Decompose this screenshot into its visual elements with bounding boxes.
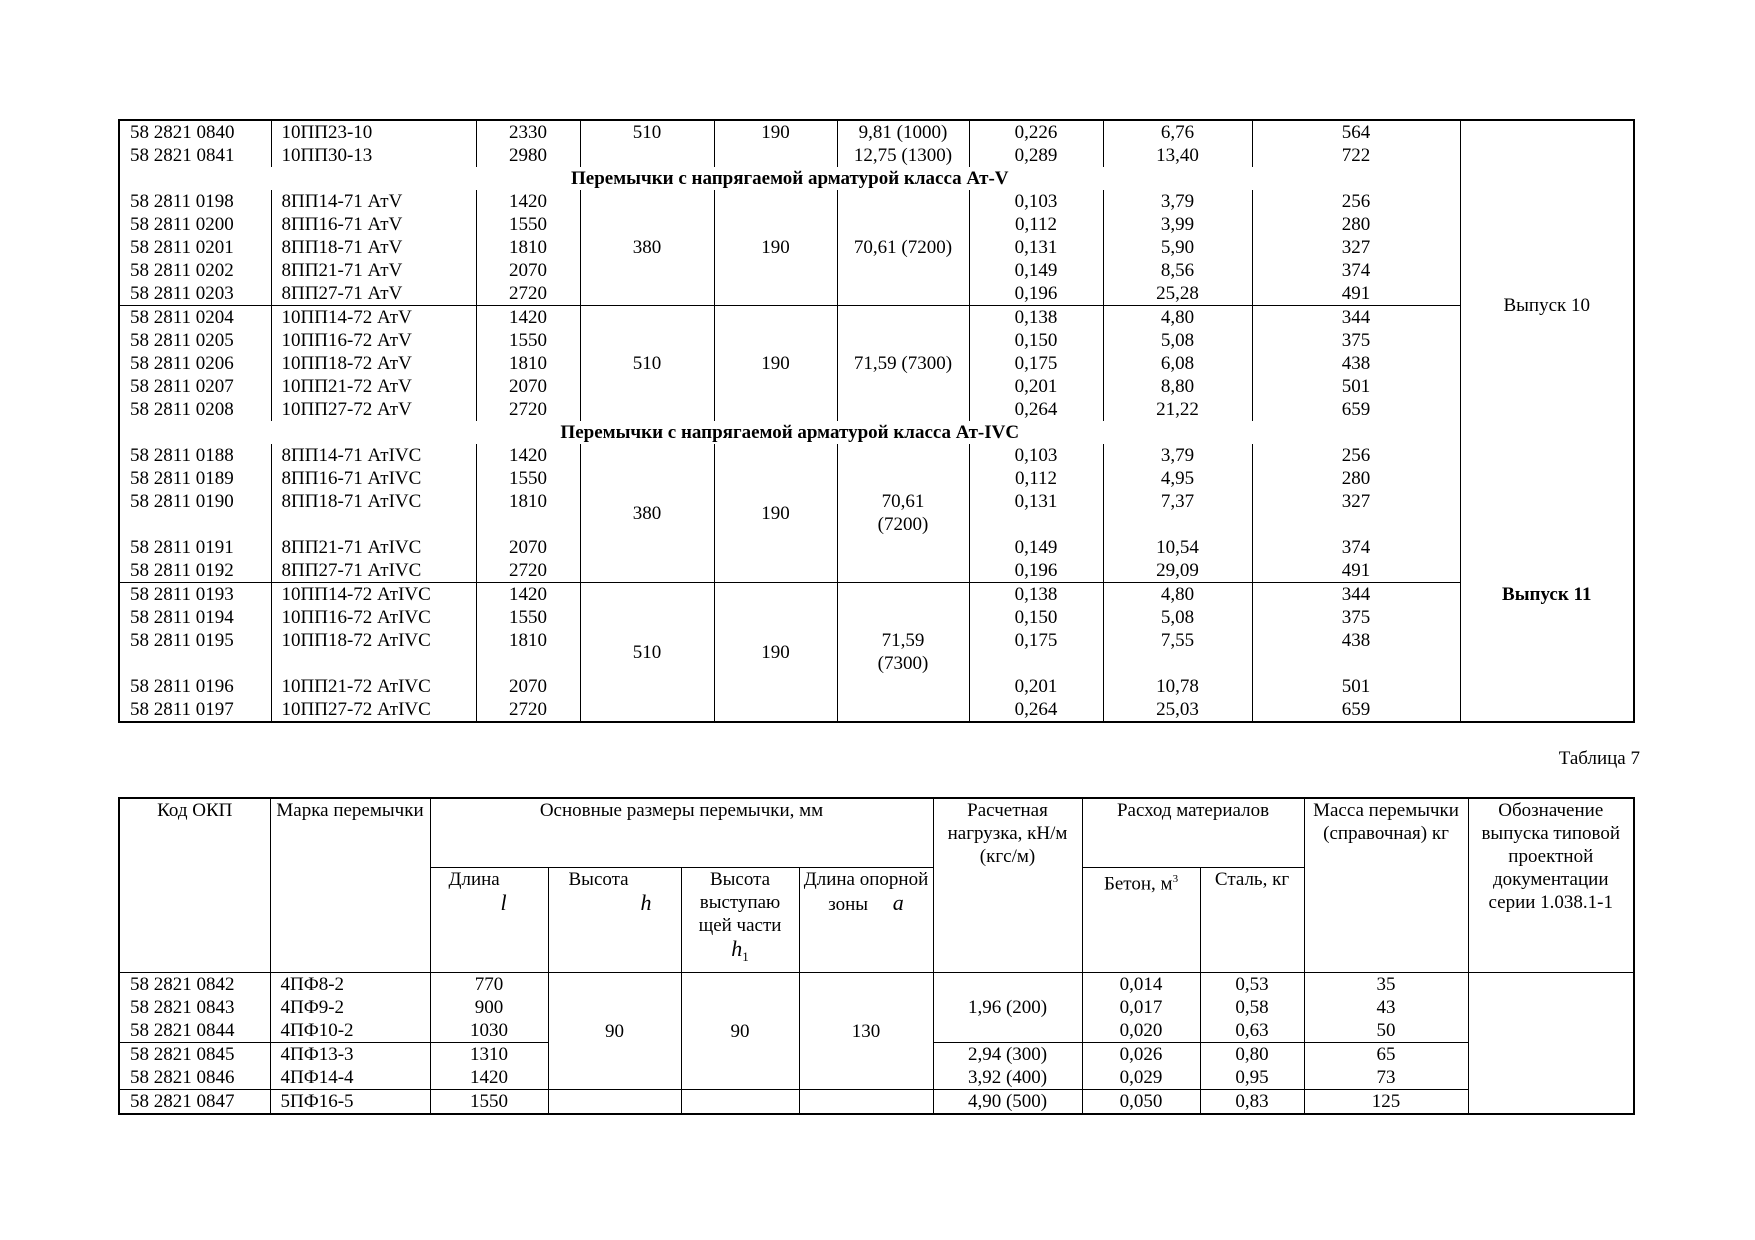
load-kgs: (7300)	[877, 653, 929, 674]
support-symbol: a	[892, 890, 904, 915]
load-value: 2,94 (300)	[933, 1043, 1082, 1067]
lintel-mark: 10ПП16-72 АтV	[271, 329, 476, 352]
header-height: Высота h	[548, 868, 681, 973]
steel-value: 5,08	[1103, 606, 1252, 629]
concrete-value: 0,201	[969, 375, 1103, 398]
steel-value: 4,80	[1103, 583, 1252, 607]
length-value: 1420	[476, 306, 580, 330]
okp-code: 58 2811 0204	[119, 306, 271, 330]
length-value: 1550	[476, 213, 580, 236]
steel-value: 0,95	[1200, 1066, 1304, 1090]
support-value: 130	[799, 973, 933, 1090]
length-value: 770	[430, 973, 548, 997]
mass-value: 43	[1304, 996, 1468, 1019]
lintel-mark: 10ПП23-10	[271, 120, 476, 144]
table-row	[119, 190, 1634, 213]
steel-value: 7,55	[1103, 629, 1252, 652]
okp-code: 58 2811 0191	[119, 536, 271, 559]
mass-value: 374	[1252, 259, 1460, 282]
lintel-mark: 4ПФ10-2	[270, 1019, 430, 1043]
okp-code: 58 2821 0847	[119, 1090, 270, 1115]
okp-code: 58 2811 0202	[119, 259, 271, 282]
length-value: 1310	[430, 1043, 548, 1067]
support-value	[799, 1090, 933, 1115]
lintel-mark: 8ПП18-71 АтV	[271, 236, 476, 259]
section-heading-ativc: Перемычки с напрягаемой арматурой класса Ат-IVС	[560, 422, 1020, 443]
steel-value: 5,08	[1103, 329, 1252, 352]
load-value: 3,92 (400)	[933, 1066, 1082, 1090]
header-dimensions: Основные размеры перемычки, мм	[430, 798, 933, 868]
header-steel: Сталь, кг	[1200, 868, 1304, 973]
steel-value: 10,54	[1103, 536, 1252, 559]
lintel-mark: 10ПП21-72 АтV	[271, 375, 476, 398]
concrete-value: 0,149	[969, 259, 1103, 282]
concrete-value: 0,264	[969, 398, 1103, 421]
steel-value: 6,76	[1103, 120, 1252, 144]
lintel-mark: 10ПП21-72 АтIVС	[271, 675, 476, 698]
steel-value: 4,95	[1103, 467, 1252, 490]
okp-code: 58 2811 0198	[119, 190, 271, 213]
lintel-mark: 8ПП16-71 АтIVС	[271, 467, 476, 490]
mass-value: 256	[1252, 190, 1460, 213]
mass-value: 722	[1252, 144, 1460, 167]
width-value: 190	[714, 306, 837, 422]
protrusion-symbol: h	[731, 936, 743, 961]
height-value: 510	[580, 120, 714, 144]
okp-code: 58 2811 0189	[119, 467, 271, 490]
length-value: 2070	[476, 259, 580, 282]
steel-value: 0,58	[1200, 996, 1304, 1019]
length-value: 2720	[476, 398, 580, 421]
length-value: 1550	[430, 1090, 548, 1115]
length-value: 2720	[476, 698, 580, 722]
concrete-value: 0,138	[969, 583, 1103, 607]
steel-value: 25,03	[1103, 698, 1252, 722]
steel-value: 6,08	[1103, 352, 1252, 375]
mass-value: 375	[1252, 329, 1460, 352]
height-value: 510	[580, 306, 714, 422]
concrete-value: 0,201	[969, 675, 1103, 698]
concrete-value: 0,175	[969, 629, 1103, 652]
length-value: 2720	[476, 559, 580, 583]
concrete-value: 0,150	[969, 329, 1103, 352]
section-heading-row	[119, 421, 1634, 444]
release-cell	[1460, 120, 1634, 144]
load-value: 12,75 (1300)	[837, 144, 969, 167]
concrete-value: 0,112	[969, 467, 1103, 490]
lintel-mark: 10ПП16-72 АтIVС	[271, 606, 476, 629]
concrete-value: 0,138	[969, 306, 1103, 330]
table-7-caption: Таблица 7	[1558, 748, 1640, 769]
table-row	[119, 144, 1634, 167]
length-value: 1420	[476, 583, 580, 607]
okp-code: 58 2811 0201	[119, 236, 271, 259]
lintel-mark: 8ПП18-71 АтIVС	[271, 490, 476, 513]
load-kn: 71,59	[881, 630, 925, 651]
steel-value: 0,80	[1200, 1043, 1304, 1067]
steel-value: 0,63	[1200, 1019, 1304, 1043]
load-value: 70,61 (7200)	[837, 190, 969, 306]
mass-value: 344	[1252, 306, 1460, 330]
length-value: 1030	[430, 1019, 548, 1043]
load-value: 71,59 (7300)	[837, 306, 969, 422]
length-value: 2070	[476, 375, 580, 398]
lintel-mark: 4ПФ9-2	[270, 996, 430, 1019]
height-value: 510	[580, 583, 714, 723]
lintel-mark: 8ПП27-71 АтV	[271, 282, 476, 306]
lintel-mark: 4ПФ14-4	[270, 1066, 430, 1090]
length-value: 1420	[430, 1066, 548, 1090]
length-value: 1810	[476, 236, 580, 259]
mass-value: 438	[1252, 629, 1460, 652]
lintel-mark: 4ПФ13-3	[270, 1043, 430, 1067]
lintel-mark: 8ПП16-71 АтV	[271, 213, 476, 236]
mass-value: 659	[1252, 398, 1460, 421]
okp-code: 58 2821 0840	[119, 120, 271, 144]
protrusion-value: 90	[681, 973, 799, 1090]
load-value	[837, 583, 969, 723]
okp-code: 58 2811 0205	[119, 329, 271, 352]
concrete-value: 0,103	[969, 444, 1103, 467]
height-value: 380	[580, 444, 714, 583]
length-value: 2980	[476, 144, 580, 167]
mass-value: 50	[1304, 1019, 1468, 1043]
release-11-cell	[1460, 421, 1634, 722]
table-row	[119, 1090, 1634, 1115]
width-value: 190	[714, 444, 837, 583]
mass-value: 35	[1304, 973, 1468, 997]
concrete-value: 0,131	[969, 490, 1103, 513]
okp-code: 58 2811 0207	[119, 375, 271, 398]
width-value	[714, 144, 837, 167]
concrete-value: 0,289	[969, 144, 1103, 167]
mass-value: 374	[1252, 536, 1460, 559]
load-kn: 70,61	[881, 491, 925, 512]
okp-code: 58 2821 0843	[119, 996, 270, 1019]
lintel-mark: 8ПП14-71 АтV	[271, 190, 476, 213]
width-value: 190	[714, 190, 837, 306]
lintel-mark: 8ПП21-71 АтIVС	[271, 536, 476, 559]
okp-code: 58 2811 0196	[119, 675, 271, 698]
length-value: 2720	[476, 282, 580, 306]
steel-value: 8,80	[1103, 375, 1252, 398]
load-value: 1,96 (200)	[933, 973, 1082, 1043]
table-row	[119, 583, 1634, 607]
steel-value: 3,99	[1103, 213, 1252, 236]
height-value: 380	[580, 190, 714, 306]
length-value: 1810	[476, 352, 580, 375]
mass-value: 280	[1252, 467, 1460, 490]
steel-value: 13,40	[1103, 144, 1252, 167]
concrete-value: 0,149	[969, 536, 1103, 559]
load-value	[837, 444, 969, 583]
steel-value: 29,09	[1103, 559, 1252, 583]
mass-value: 659	[1252, 698, 1460, 722]
steel-value: 10,78	[1103, 675, 1252, 698]
length-symbol: l	[500, 890, 507, 915]
steel-value: 0,53	[1200, 973, 1304, 997]
release-cell	[1460, 144, 1634, 167]
header-mark: Марка перемычки	[270, 798, 430, 973]
width-value: 190	[714, 583, 837, 723]
length-value: 900	[430, 996, 548, 1019]
concrete-value: 0,131	[969, 236, 1103, 259]
mass-value: 256	[1252, 444, 1460, 467]
mass-value: 327	[1252, 490, 1460, 513]
okp-code: 58 2811 0192	[119, 559, 271, 583]
load-kgs: (7200)	[877, 514, 929, 535]
okp-code: 58 2811 0194	[119, 606, 271, 629]
okp-code: 58 2811 0188	[119, 444, 271, 467]
lintel-mark: 4ПФ8-2	[270, 973, 430, 997]
length-value: 1420	[476, 190, 580, 213]
height-symbol: h	[640, 890, 652, 915]
okp-code: 58 2811 0190	[119, 490, 271, 513]
length-value: 2330	[476, 120, 580, 144]
concrete-value: 0,050	[1082, 1090, 1200, 1115]
section-heading-row	[119, 167, 1634, 190]
header-mass: Масса перемычки (справочная) кг	[1304, 798, 1468, 973]
lintel-mark: 10ПП18-72 АтIVС	[271, 629, 476, 652]
protrusion-value	[681, 1090, 799, 1115]
steel-value: 8,56	[1103, 259, 1252, 282]
okp-code: 58 2821 0846	[119, 1066, 270, 1090]
mass-value: 438	[1252, 352, 1460, 375]
concrete-value: 0,175	[969, 352, 1103, 375]
okp-code: 58 2811 0206	[119, 352, 271, 375]
lintel-table-7	[118, 797, 1635, 1115]
designation-cell	[1468, 973, 1634, 1115]
load-value: 9,81 (1000)	[837, 120, 969, 144]
length-value: 1420	[476, 444, 580, 467]
length-value: 1810	[476, 629, 580, 652]
mass-value: 375	[1252, 606, 1460, 629]
table-row	[119, 444, 1634, 467]
okp-code: 58 2811 0208	[119, 398, 271, 421]
header-code: Код ОКП	[119, 798, 270, 973]
concrete-value: 0,014	[1082, 973, 1200, 997]
table-row	[119, 306, 1634, 330]
okp-code: 58 2811 0203	[119, 282, 271, 306]
steel-value: 25,28	[1103, 282, 1252, 306]
okp-code: 58 2811 0197	[119, 698, 271, 722]
mass-value: 501	[1252, 675, 1460, 698]
lintel-mark: 10ПП14-72 АтV	[271, 306, 476, 330]
okp-code: 58 2811 0193	[119, 583, 271, 607]
mass-value: 73	[1304, 1066, 1468, 1090]
length-value: 2070	[476, 675, 580, 698]
lintel-mark: 10ПП14-72 АтIVС	[271, 583, 476, 607]
lintel-mark: 5ПФ16-5	[270, 1090, 430, 1115]
concrete-value: 0,226	[969, 120, 1103, 144]
steel-value: 3,79	[1103, 444, 1252, 467]
header-designation: Обозначение выпуска типовой проектной документации серии 1.038.1-1	[1468, 798, 1634, 973]
concrete-value: 0,020	[1082, 1019, 1200, 1043]
concrete-value: 0,150	[969, 606, 1103, 629]
concrete-value: 0,196	[969, 282, 1103, 306]
length-value: 1550	[476, 329, 580, 352]
okp-code: 58 2821 0845	[119, 1043, 270, 1067]
steel-value: 3,79	[1103, 190, 1252, 213]
concrete-value: 0,026	[1082, 1043, 1200, 1067]
concrete-value: 0,196	[969, 559, 1103, 583]
steel-value: 5,90	[1103, 236, 1252, 259]
header-length: Длина l	[430, 868, 548, 973]
concrete-value: 0,264	[969, 698, 1103, 722]
okp-code: 58 2811 0195	[119, 629, 271, 652]
header-materials: Расход материалов	[1082, 798, 1304, 868]
mass-value: 280	[1252, 213, 1460, 236]
section-heading-atv: Перемычки с напрягаемой арматурой класса Ат-V	[570, 168, 1009, 189]
concrete-value: 0,029	[1082, 1066, 1200, 1090]
release-10: Выпуск 10	[1460, 190, 1634, 421]
length-value: 1550	[476, 606, 580, 629]
concrete-value: 0,103	[969, 190, 1103, 213]
header-row	[119, 798, 1634, 868]
lintel-mark: 10ПП27-72 АтV	[271, 398, 476, 421]
table-row	[119, 120, 1634, 144]
header-protrusion: Высота выступаю щей части $h_1$	[681, 868, 799, 973]
header-concrete: Бетон, $м^3$	[1082, 868, 1200, 973]
header-load: Расчетная нагрузка, кН/м (кгс/м)	[933, 798, 1082, 973]
mass-value: 65	[1304, 1043, 1468, 1067]
mass-value: 501	[1252, 375, 1460, 398]
steel-value: 7,37	[1103, 490, 1252, 513]
mass-value: 344	[1252, 583, 1460, 607]
lintel-mark: 8ПП27-71 АтIVС	[271, 559, 476, 583]
okp-code: 58 2821 0844	[119, 1019, 270, 1043]
load-value: 4,90 (500)	[933, 1090, 1082, 1115]
mass-value: 564	[1252, 120, 1460, 144]
concrete-value: 0,017	[1082, 996, 1200, 1019]
mass-value: 125	[1304, 1090, 1468, 1115]
mass-value: 491	[1252, 282, 1460, 306]
okp-code: 58 2821 0841	[119, 144, 271, 167]
header-support-zone: Длина опорной зоны a	[799, 868, 933, 973]
steel-value: 0,83	[1200, 1090, 1304, 1115]
okp-code: 58 2811 0200	[119, 213, 271, 236]
steel-value: 21,22	[1103, 398, 1252, 421]
lintel-mark: 8ПП21-71 АтV	[271, 259, 476, 282]
lintel-table-continuation	[118, 119, 1635, 723]
lintel-mark: 10ПП27-72 АтIVС	[271, 698, 476, 722]
lintel-mark: 10ПП30-13	[271, 144, 476, 167]
release-11: Выпуск 11	[1502, 583, 1592, 605]
concrete-value: 0,112	[969, 213, 1103, 236]
width-value: 190	[714, 120, 837, 144]
length-value: 2070	[476, 536, 580, 559]
okp-code: 58 2821 0842	[119, 973, 270, 997]
lintel-mark: 10ПП18-72 АтV	[271, 352, 476, 375]
length-value: 1550	[476, 467, 580, 490]
height-value: 90	[548, 973, 681, 1090]
mass-value: 491	[1252, 559, 1460, 583]
length-value: 1810	[476, 490, 580, 513]
steel-value: 4,80	[1103, 306, 1252, 330]
mass-value: 327	[1252, 236, 1460, 259]
height-value	[548, 1090, 681, 1115]
table-row	[119, 973, 1634, 997]
lintel-mark: 8ПП14-71 АтIVС	[271, 444, 476, 467]
height-value	[580, 144, 714, 167]
